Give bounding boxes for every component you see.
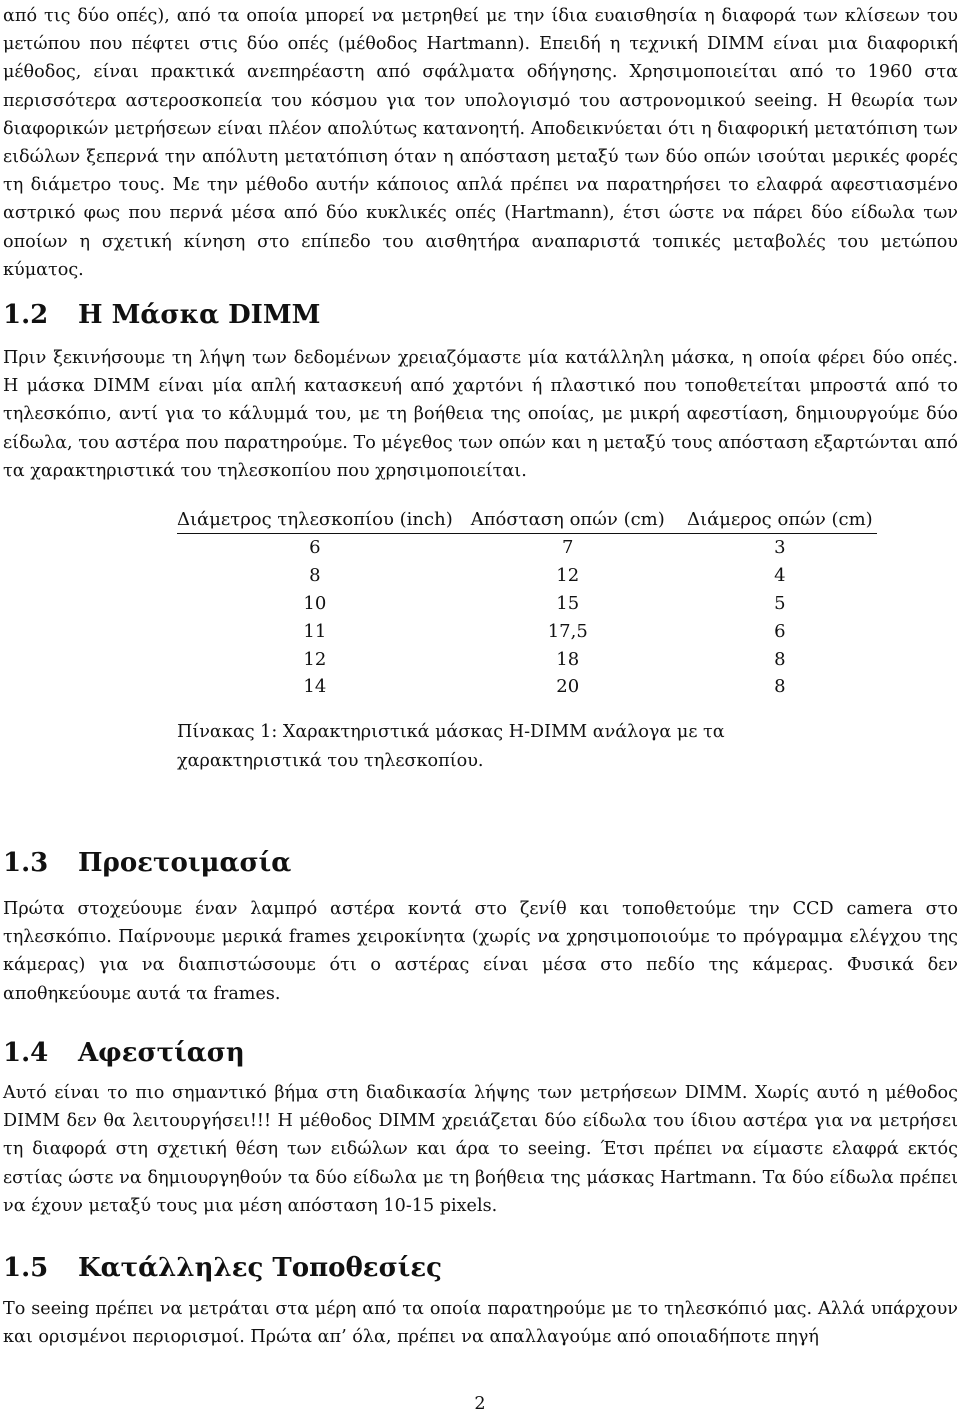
table-header-cell: Διάμερος οπών (cm)	[683, 505, 877, 534]
focus-paragraph: Αυτό είναι το πιο σημαντικό βήμα στη διαδικασία λήψης των μετρήσεων DIMM. Χωρίς αυτό η μέθοδος DIMM δεν θα λειτουργήσει!!! Η μέθοδος DIMM χρειάζεται δύο είδωλα του ίδιου αστέρα για να μετρήσει τη διαφορά στη σχετική θέση των ειδώλων και άρα το seeing. Έτσι πρέπει να είμαστε ελαφρά εκτός εστίας ώστε να δημιουργηθούν τα δύο είδωλα με τη βοήθεια της μάσκας Hartmann. Τα δύο είδωλα πρέπει να έχουν μεταξύ τους μια μέση απόσταση 10-15 pixels.	[3, 1083, 958, 1216]
table-cell: 12	[556, 565, 580, 587]
section-heading-prep	[3, 848, 291, 878]
table-cell: 17,5	[547, 620, 588, 642]
table-row	[177, 562, 877, 590]
intro-paragraph: από τις δύο οπές), από τα οποία μπορεί να μετρηθεί με την ίδια ευαισθησία η διαφορά των κλίσεων του μετώπου που πέφτει στις δύο οπές (μέθοδος Hartmann). Επειδή η τεχνική DIMM είναι μια διαφορική μέθοδος, είναι πρακτικά ανεπηρέαστη από σφάλματα οδήγησης. Χρησιμοποιείται από το 1960 στα περισσότερα αστεροσκοπεία του κόσμου για τον υπολογισμό του αστρονομικού seeing. Η θεωρία των διαφορικών μετρήσεων είναι πλέον απολύτως κατανοητή. Αποδεικνύεται ότι η διαφορική μετατόπιση των ειδώλων ξεπερνά την απόλυτη μετατόπιση όταν η απόσταση μεταξύ των δύο οπών ισούται μερικές φορές τη διάμετρο τους. Με την μέθοδο αυτήν κάποιος απλά πρέπει να παρατηρήσει το ελαφρά αφεστιασμένο αστρικό φως που περνά μέσα από δύο κυκλικές οπές (Hartmann), έτσι ώστε να πάρει δύο είδωλα των οποίων η σχετική κίνηση στο επίπεδο του αισθητήρα αναπαριστά τοπικές μεταβολές του μετώπου κύματος.	[3, 6, 958, 280]
table-row	[177, 673, 877, 701]
table-row	[177, 645, 877, 673]
table-cell: 7	[562, 537, 574, 559]
table-cell: 8	[309, 565, 321, 587]
table-cell: 8	[774, 676, 786, 698]
table-cell: 5	[774, 592, 786, 614]
table-caption: Πίνακας 1: Χαρακτηριστικά μάσκας H-DIMM ανάλογα με τα χαρακτηριστικά του τηλεσκοπίου.	[177, 722, 725, 771]
section-number: 1.4	[3, 1038, 49, 1068]
section-number: 1.2	[3, 300, 49, 330]
table-row	[177, 617, 877, 645]
section-title: Κατάλληλες Τοποθεσίες	[78, 1253, 442, 1283]
section-title: Προετοιμασία	[78, 848, 292, 878]
table-cell: 6	[774, 620, 786, 642]
table-header-cell: Διάμετρος τηλεσκοπίου (inch)	[177, 505, 453, 534]
mask-characteristics-table	[177, 505, 877, 701]
table-cell: 15	[556, 592, 580, 614]
table-cell: 11	[303, 620, 327, 642]
section-heading-sites	[3, 1253, 442, 1283]
table-row	[177, 590, 877, 618]
table-cell: 12	[303, 648, 327, 670]
table-cell: 8	[774, 648, 786, 670]
table-cell: 3	[774, 537, 786, 559]
section-heading-focus	[3, 1038, 245, 1068]
section-heading-mask	[3, 300, 320, 330]
table-cell: 14	[303, 676, 327, 698]
section-number: 1.5	[3, 1253, 49, 1283]
section-title: Αφεστίαση	[78, 1038, 245, 1068]
table-cell: 4	[774, 565, 786, 587]
table-header-cell: Απόσταση οπών (cm)	[453, 505, 683, 534]
table-cell: 18	[556, 648, 580, 670]
section-title: Η Μάσκα DIMM	[78, 300, 321, 330]
table-cell: 6	[309, 537, 321, 559]
section-number: 1.3	[3, 848, 49, 878]
sites-paragraph: Το seeing πρέπει να μετράται στα μέρη από τα οποία παρατηρούμε με το τηλεσκόπιό μας. Αλλά υπάρχουν και ορισμένοι περιορισμοί. Πρώτα απ’ όλα, πρέπει να απαλλαγούμε από οποιαδήποτε πηγή	[3, 1299, 958, 1348]
table-row	[177, 534, 877, 562]
page-number: 2	[474, 1394, 486, 1414]
mask-paragraph: Πριν ξεκινήσουμε τη λήψη των δεδομένων χρειαζόμαστε μία κατάλληλη μάσκα, η οποία φέρει δύο οπές. Η μάσκα DIMM είναι μία απλή κατασκευή από χαρτόνι ή πλαστικό που τοποθετείται μπροστά από το τηλεσκόπιο, αντί για το κάλυμμά του, με τη βοήθεια της οποίας, με μικρή αφεστίαση, δημιουργούμε δύο είδωλα, του αστέρα που παρατηρούμε. Το μέγεθος των οπών και η μεταξύ τους απόσταση εξαρτώνται από τα χαρακτηριστικά του τηλεσκοπίου που χρησιμοποιείται.	[3, 348, 958, 481]
table-cell: 10	[303, 592, 327, 614]
table-cell: 20	[556, 676, 580, 698]
prep-paragraph: Πρώτα στοχεύουμε έναν λαμπρό αστέρα κοντά στο ζενίθ και τοποθετούμε την CCD camera στο τηλεσκόπιο. Παίρνουμε μερικά frames χειροκίνητα (χωρίς να χρησιμοποιούμε το πρόγραμμα ελέγχου της κάμερας) για να διαπιστώσουμε ότι ο αστέρας είναι μέσα στο πεδίο της κάμερας. Φυσικά δεν αποθηκεύουμε αυτά τα frames.	[3, 899, 958, 1004]
table-header-row	[177, 505, 877, 534]
